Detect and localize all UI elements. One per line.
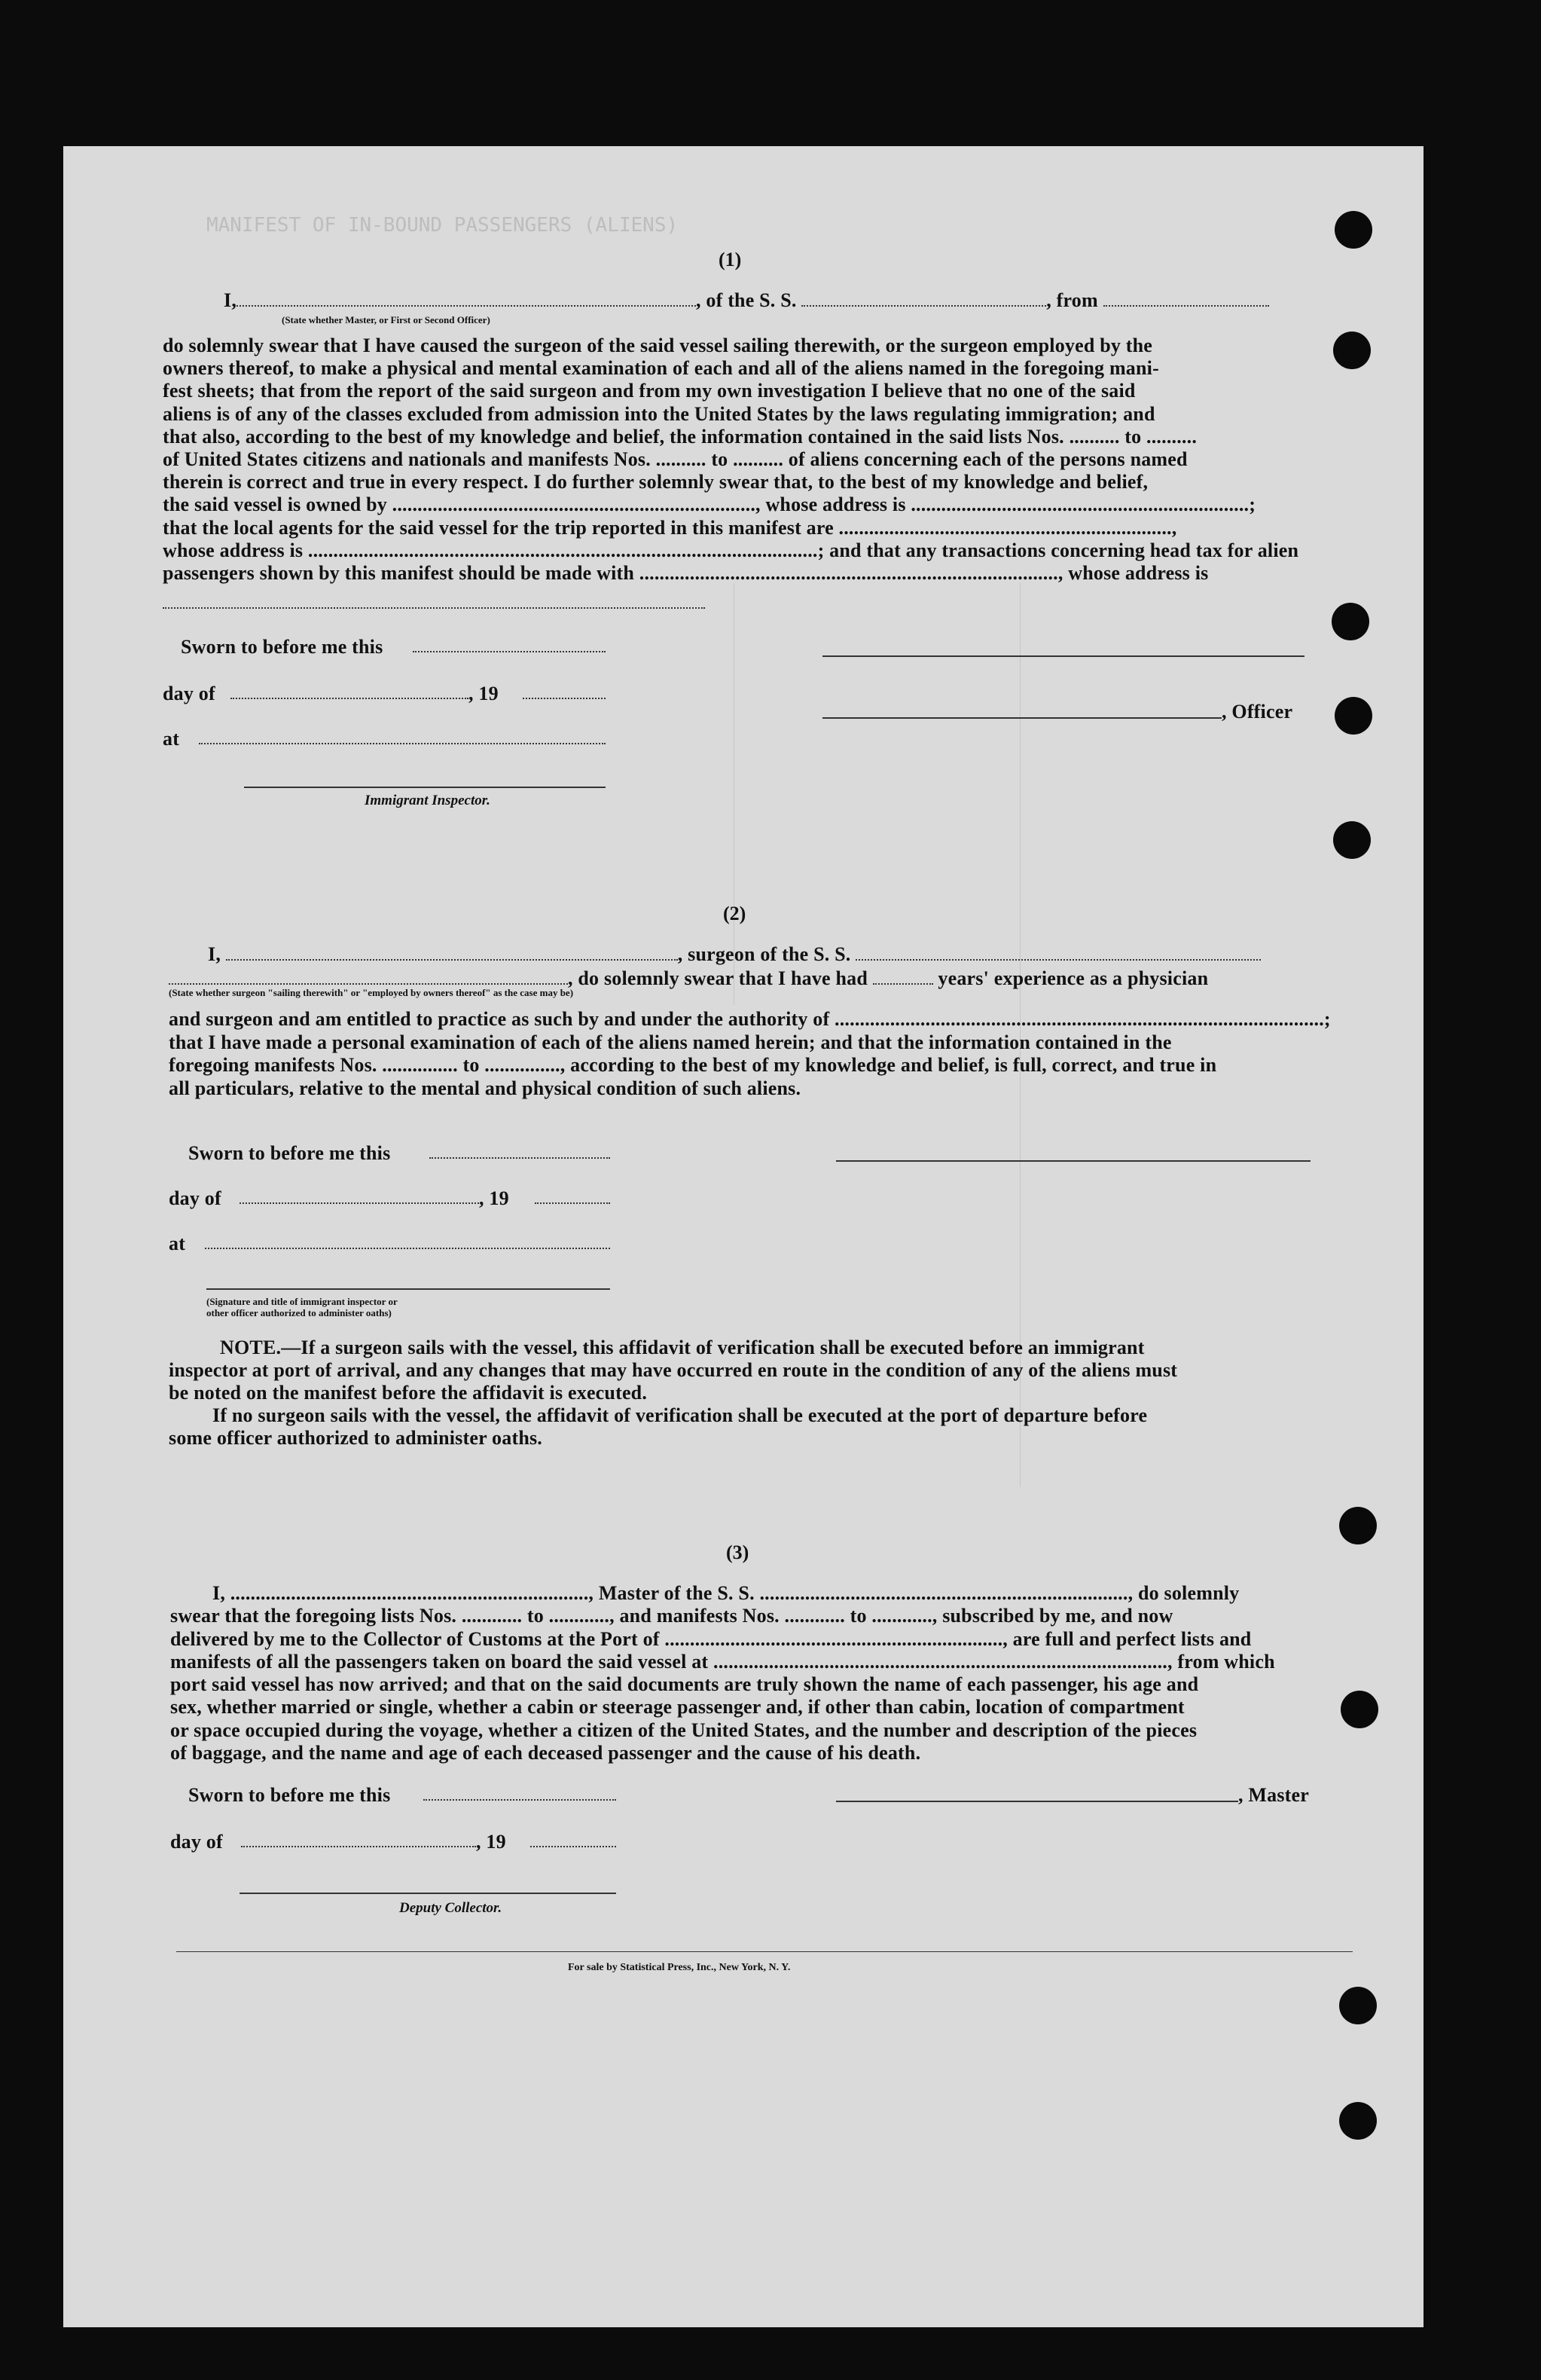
form-sheet [63, 146, 1424, 2327]
day-of-label-2: day of [169, 1187, 221, 1209]
sworn-date-field-2[interactable] [429, 1157, 610, 1159]
master-signature-line[interactable] [836, 1801, 1238, 1802]
year-label-1: , 19 [468, 683, 499, 704]
day-of-field-3[interactable] [241, 1846, 476, 1847]
note-block: NOTE.—If a surgeon sails with the vessel, this affidavit of verification shall be executed before an immigrant inspector at port of arrival, and any changes that may have occurred en route in the condition of any of the aliens must be noted on the manifest before the affidavit is executed. If no surgeon sails with the vessel, the affidavit of verification shall be executed at the port of departure before some officer authorized to administer oaths. [169, 1337, 1178, 1449]
day-of-label-1: day of [163, 683, 215, 704]
section-number-2: (2) [723, 903, 746, 924]
year-field-2[interactable] [535, 1202, 610, 1204]
sworn-date-field-3[interactable] [423, 1799, 616, 1801]
inspector-signature-line[interactable] [244, 787, 606, 788]
binder-hole [1333, 331, 1371, 369]
at-field-1[interactable] [199, 743, 606, 744]
address-continuation-field[interactable] [163, 607, 705, 609]
day-of-field-1[interactable] [230, 698, 468, 699]
section1-line1 [224, 289, 1269, 312]
officer-signature-line[interactable] [822, 717, 1222, 719]
year-field-1[interactable] [523, 698, 606, 699]
years-experience-field[interactable] [873, 968, 933, 985]
section-number-1: (1) [719, 249, 742, 270]
binder-hole [1335, 211, 1372, 249]
sworn-label-3: Sworn to before me this [188, 1784, 391, 1806]
officer-title-note: (State whether Master, or First or Second Officer) [282, 314, 490, 325]
surgeon-signature-line[interactable] [836, 1160, 1311, 1162]
officer-label: , Officer [1222, 701, 1293, 723]
surgeon-vessel-field[interactable] [856, 944, 1261, 961]
year-field-3[interactable] [530, 1846, 616, 1847]
footer-rule [176, 1951, 1353, 1952]
binder-hole [1339, 1507, 1377, 1544]
section2-paragraph: and surgeon and am entitled to practice as such by and under the authority of .................................................................................................; that I have made a personal examination of each of the aliens named herein; and that the information contained in the foregoing manifests Nos. ............... to ..............., according to the best of my knowledge and belief, is full, correct, and true in all particulars, relative to the mental and physical condition of such aliens. [169, 1008, 1331, 1099]
binder-hole [1339, 2102, 1377, 2140]
binder-hole [1332, 603, 1369, 640]
sworn-label-1: Sworn to before me this [181, 636, 383, 658]
year-label-2: , 19 [479, 1187, 509, 1209]
vessel-name-field[interactable] [801, 290, 1046, 307]
section1-paragraph: do solemnly swear that I have caused the surgeon of the said vessel sailing therewith, or the surgeon employed by the owners thereof, to make a physical and mental examination of each and all of the aliens named in the foregoing mani- fest sheets; that from the report of the said surgeon and from my own investigation I believe that no one of the said aliens is of any of the classes excluded from admission into the United States by the laws regulating immigration; and that also, according to the best of my knowledge and belief, the information contained in the said lists Nos. .......... to .......... of United States citizens and nationals and manifests Nos. .......... to .......... of aliens concerning each of the persons named therein is correct and true in every respect. I do further solemnly swear that, to the best of my knowledge and belief, the said vessel is owned by ........................................................................, whose address is ...................................................................; that the local agents for the said vessel for the trip reported in this manifest are .................................................................., whose address is .....................................................................................................; and that any transactions concerning head tax for alien passengers shown by this manifest should be made with ..................................................................................., whose address is [163, 335, 1299, 585]
at-label-1: at [163, 728, 180, 750]
collector-signature-line[interactable] [240, 1893, 616, 1894]
sworn-date-field-1[interactable] [413, 651, 606, 652]
sworn-label-2: Sworn to before me this [188, 1142, 391, 1164]
bleed-through-header: MANIFEST OF IN-BOUND PASSENGERS (ALIENS) [206, 214, 679, 237]
binder-hole [1335, 697, 1372, 735]
section-number-3: (3) [726, 1541, 749, 1563]
binder-hole [1339, 1987, 1377, 2024]
surgeon-type-field[interactable] [169, 968, 568, 985]
at-label-2: at [169, 1233, 186, 1254]
printer-footer: For sale by Statistical Press, Inc., New York, N. Y. [568, 1962, 791, 1973]
section2-line1: I, , surgeon of the S. S. [208, 943, 1261, 966]
binder-hole [1333, 821, 1371, 859]
officer-signature-line-top[interactable] [822, 655, 1305, 657]
authorized-officer-signature-line[interactable] [206, 1288, 610, 1290]
binder-hole [1341, 1691, 1378, 1728]
section2-line2: , do solemnly swear that I have had years' experience as a physician [169, 967, 1208, 990]
collector-caption: Deputy Collector. [399, 1900, 502, 1916]
text-i: I, [224, 289, 237, 311]
surgeon-name-field[interactable] [226, 944, 678, 961]
text-of-ss: , of the S. S. [696, 289, 797, 311]
text-from: , from [1046, 289, 1098, 311]
master-label: , Master [1238, 1784, 1309, 1806]
surgeon-type-note: (State whether surgeon "sailing therewith" or "employed by owners thereof" as the case may be) [169, 987, 574, 998]
day-of-field-2[interactable] [240, 1202, 479, 1204]
year-label-3: , 19 [476, 1831, 506, 1853]
inspector-caption: Immigrant Inspector. [365, 793, 490, 808]
port-from-field[interactable] [1103, 290, 1269, 307]
at-field-2[interactable] [205, 1248, 610, 1249]
day-of-label-3: day of [170, 1831, 223, 1853]
officer-title-field[interactable] [236, 290, 696, 307]
section3-paragraph: I, ......................................................................., Master of the S. S. ........................................................................., do solemnly swear that the foregoing lists Nos. ............ to ............, and manifests Nos. ............ to ............, subscribed by me, and now delivered by me to the Collector of Customs at the Port of ..................................................................., are full and perfect lists and manifests of all the passengers taken on board the said vessel at .........................................................................................., from which port said vessel has now arrived; and that on the said documents are truly shown the name of each passenger, his age and sex, whether married or single, whether a cabin or steerage passenger and, if other than cabin, location of compartment or space occupied during the voyage, whether a citizen of the United States, and the number and description of the pieces of baggage, and the name and age of each deceased passenger and the cause of his death. [170, 1582, 1275, 1764]
signature-note: (Signature and title of immigrant inspector or other officer authorized to administer oaths) [206, 1296, 398, 1318]
